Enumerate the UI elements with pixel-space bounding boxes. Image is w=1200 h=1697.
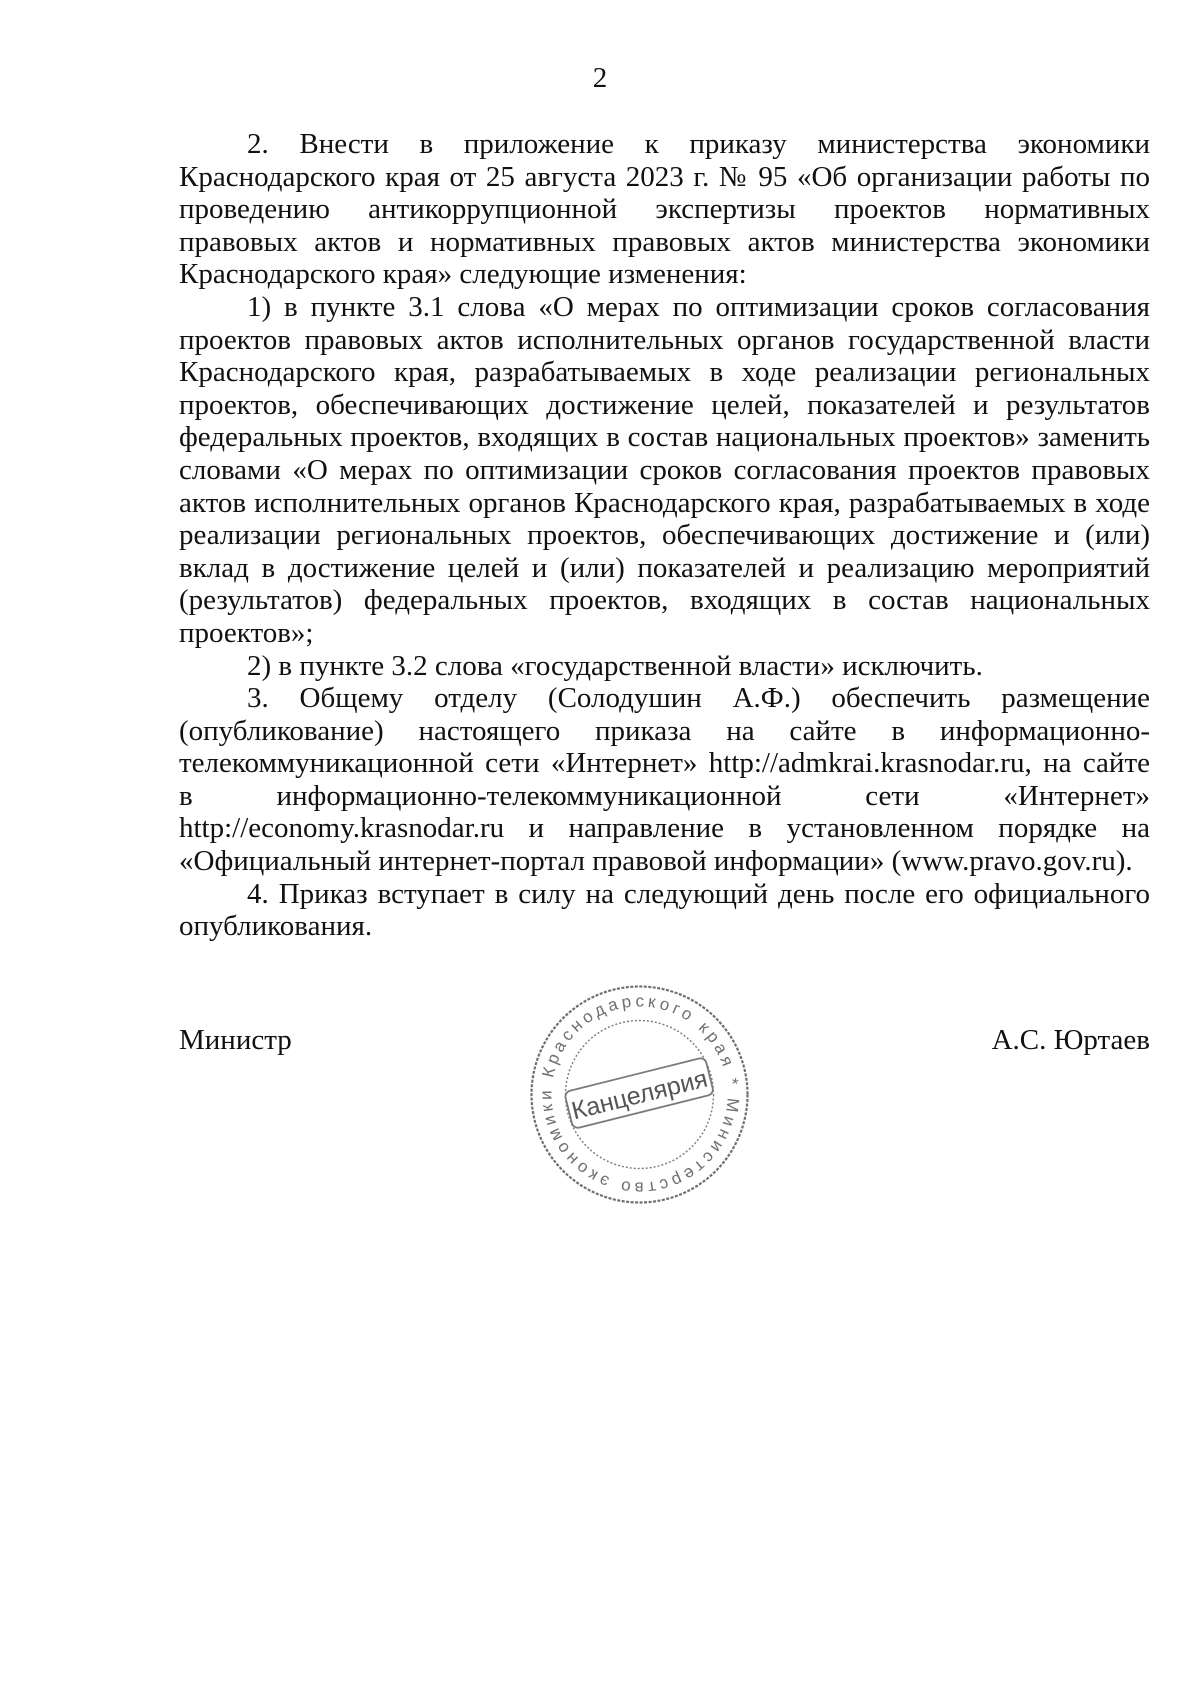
signer-name: А.С. Юртаев [991, 1024, 1150, 1056]
signer-position: Министр [179, 1024, 292, 1056]
document-body [179, 128, 1150, 943]
paragraph-amendment-intro: 2. Внести в приложение к приказу министерства экономики Краснодарского края от 25 августа 2023 г. № 95 «Об организации работы по проведению антикоррупционной экспертизы проектов нормативных правовых актов и нормативных правовых актов министерства экономики Краснодарского края» следующие изменения: [179, 128, 1150, 291]
paragraph-item-2: 2) в пункте 3.2 слова «государственной власти» исключить. [247, 649, 983, 682]
seal-ring-textpath: Министерство экономики Краснодарского края * [536, 991, 743, 1198]
page-number: 2 [592, 62, 608, 94]
paragraph-effective-date: 4. Приказ вступает в силу на следующий день после его официального опубликования. [179, 877, 1150, 943]
paragraph-item-1: 1) в пункте 3.1 слова «О мерах по оптимизации сроков согласования проектов правовых актов исполнительных органов государственной власти Краснодарского края, разрабатываемых в ходе реализации региональных проектов, обеспечивающих достижение целей, показателей и результатов федеральных проектов, входящих в состав национальных проектов» заменить словами «О мерах по оптимизации сроков согласования проектов правовых актов исполнительных органов Краснодарского края, разрабатываемых в ходе реализации региональных проектов, обеспечивающих достижение и (или) вклад в достижение целей и (или) показателей и реализацию мероприятий (результатов) федеральных проектов, входящих в состав национальных проектов»; [179, 290, 1150, 649]
seal-center-text: Канцелярия [568, 1064, 711, 1126]
office-seal-stamp [527, 982, 752, 1207]
paragraph-publication: 3. Общему отделу (Солодушин А.Ф.) обеспечить размещение (опубликование) настоящего приказа на сайте в информационно-телекоммуникационной сети «Интернет» http://admkrai.krasnodar.ru, на сайте в информационно-телекоммуникационной сети «Интернет» http://economy.krasnodar.ru и направление в установленном порядке на «Официальный интернет-портал правовой информации» (www.pravo.gov.ru). [179, 682, 1150, 878]
seal-graphic [527, 982, 752, 1207]
